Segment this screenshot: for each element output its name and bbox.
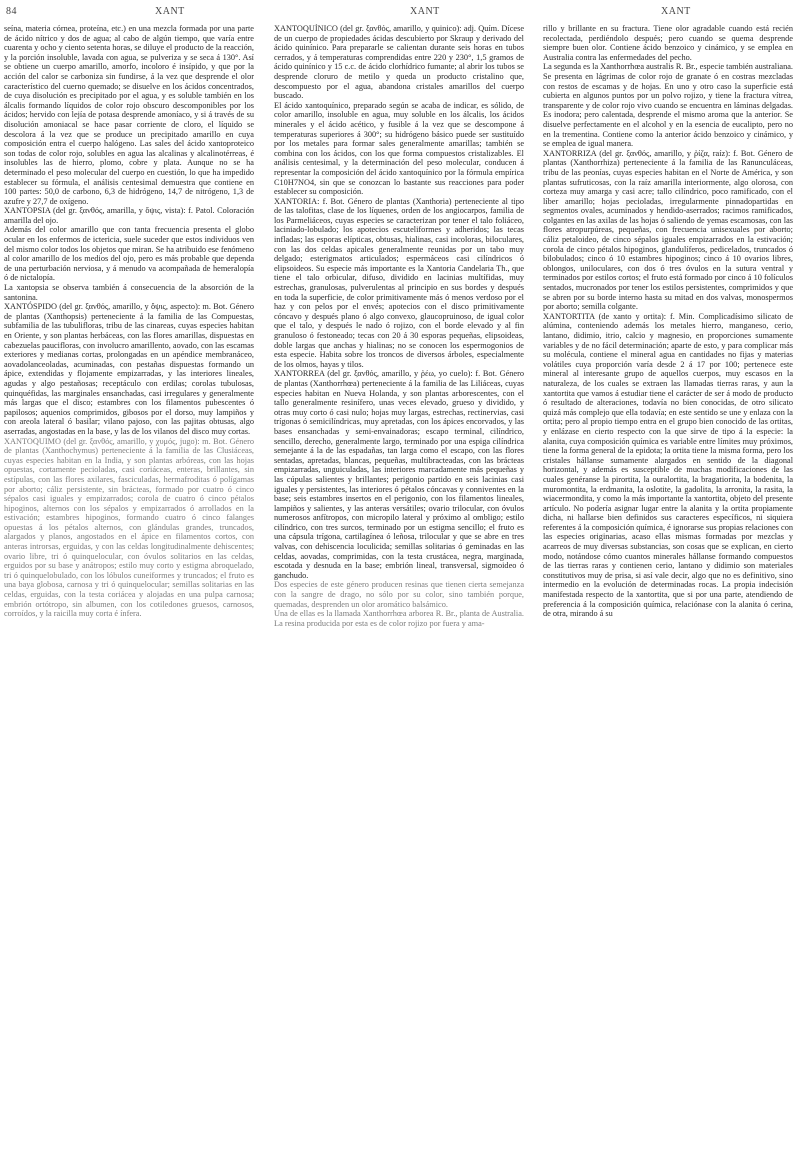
- paragraph: La segunda es la Xanthorrhœa australis R. Br., especie también australiana. Se presenta en lágrimas de color rojo de granate ó en costras mezcladas con restos de escamas y de hojas. En uno y otro caso la superficie está cubierta en algunos puntos por un polvo rojizo, y tiene la fractura vítrea, transparente y de color rojo vivo cuando se encuentra en láminas delgadas. Es inodora; pero calentada, desprende el mismo aroma que la anterior. Se disuelve perfectamente en el alcohol y en la esencia de eucalipto, pero no en la trementina. Contiene como la anterior ácido benzoico y cinámico, y se emplea de igual manera.: [543, 62, 793, 149]
- guide-word-right: XANT: [661, 6, 691, 17]
- text-column-center: [274, 24, 524, 1166]
- paragraph: El ácido xantoquínico, preparado según se acaba de indicar, es sólido, de color amarillo, insoluble en agua, muy soluble en los álcalis, los ácidos minerales y el ácido acético, y fusible á la vez que se descompone á temperaturas superiores á 300°; su hidrógeno básico puede ser sustituído por los metales para formar sales generalmente amarillas; también se combina con los ácidos, con los que forma compuestos cristalizables. El análisis centesimal, y la determinación del peso molecular, conducen á representar la composición del ácido xantoquínico por la fórmula empírica C10H7NO4, sin que se conozcan lo bastante sus reacciones para poder establecer su composición.: [274, 100, 524, 197]
- paragraph: Una de ellas es la llamada Xanthorrhœa arborea R. Br., planta de Australia. La resina producida por esta es de color rojizo por fuera y ama-: [274, 609, 524, 628]
- page-header: [0, 6, 801, 20]
- page-number: 84: [6, 6, 17, 17]
- paragraph: La xantopsia se observa también á consecuencia de la absorción de la santonina.: [4, 283, 254, 302]
- guide-word-center: XANT: [410, 6, 440, 17]
- paragraph: rillo y brillante en su fractura. Tiene olor agradable cuando está recién recolectada, perdiéndolo después; pero cuando se quema desprende siempre buen olor. Contiene ácido benzoico y cinámico, y se emplea en Australia contra las enfermedades del pecho.: [543, 24, 793, 62]
- entry-xantopsia: XANTOPSIA (del gr. ξανθός, amarilla, y ὄψις, vista): f. Patol. Coloración amarilla del ojo.: [4, 206, 254, 225]
- text-column-left: [4, 24, 254, 1166]
- entry-xantospido: XANTÓSPIDO (del gr. ξανθός, amarillo, y ὄψις, aspecto): m. Bot. Género de plantas (Xanthopsis) perteneciente á la familia de las Compuestas, subfamilia de las tubulifloras, tribu de las cinareas, cuyas especies habitan en Oriente, y son plantas herbáceas, con las flores amarillas, dispuestas en cabezuelas paucifloras, con involucro amarillento, aovado, con las escamas exteriores y medianas cortas, prolongadas en un apéndice membranáceo, aovadolanceoladas, acuminadas, con pestañas dispuestas formando un ápice, extendidas y flojamente empizarradas, y las interiores lineales, agudas y algo pestañosas; receptáculo con erdilas; corolas tubulosas, quinquéfidas, las marginales ensanchadas, casi irregulares y generalmente más largas que el disco; estambres con los filamentos pubescentes ó papilosos; aquenios comprimidos, gibosos por el dorso, muy lampiños y con areola lateral ó basilar; vilano pajoso, con las pajitas obtusas, algo aserradas, angostadas en la base, y las de los vilanos del disco muy cortas.: [4, 302, 254, 436]
- entry-xantortita: XANTORTITA (de xanto y ortita): f. Min. Complicadísimo silicato de alúmina, conteniendo además los metales hierro, manganeso, cerio, lantano, didimio, itrio, calcio y magnesio, en proporciones sumamente variables y de no fácil determinación; aparte de esto, y para complicar más su molécula, contiene el mineral agua en cantidades no fijas y materias volátiles cuya proporción varía desde 2 á 17 por 100; pertenece este mineral al interesante grupo de aquellos cuerpos, muy escasos en la naturaleza, de los cuales se extraen las llamadas tierras raras, y aun la xantortita que vamos á estudiar tiene el carácter de ser á modo de producto ó resultado de alteraciones, todavía no bien conocidas, de otro silicato quizá más complejo que ella todavía; en este sentido se une y enlaza con la ortita; pero al propio tiempo entra en el grupo bien conocido de las ortitas, y enlázase en cierto respecto con la que sirve de tipo á la especie: la alanita, cuya composición química es variable entre límites muy próximos, tiene la forma general de la epidota; la ortita tiene la misma forma, pero los cristales hállanse sumamente alargados en sentido de la diagonal horizontal, y además es susceptible de muchas modificaciones de las cuales genéranse la pirortita, la ouralortita, la bragatiorita, la bodenita, la muromontita, la erdmanita, la oslotite, la gadolita, la arronita, la rasita, la wiacermondita, y como la más importante la xantortita, objeto del presente artículo. No podería asignar lugar entre la alanita y la ortita propiamente dicha, ni hallarse bien definidos sus caracteres específicos, ni siquiera referentes á la composición química, é ignorarse sus propias relaciones con las especies originarias, acaso ellas mismas formadas por mezclas y acarreos de muy diversas substancias, son cosas que se explican, en cierto modo, notándose cómo cuantos minerales hállanse formando compuestos de las tierras raras y contienen cerio, lantano y didimio son materiales constitutivos muy de prisa, si así vale decir, algo que no es definitivo, sino intermedio en la evolución de determinadas rocas. La propia indecisión manifestada respecto de la xantortita, que si por una parte, atendiendo de preferencia á la composición química, relaciónase con la alanita ó cerina, de otra, mirando á su: [543, 311, 793, 619]
- entry-xantoquimo: XANTOQUIMO (del gr. ξανθός, amarillo, y χυμός, jugo): m. Bot. Género de plantas (Xanthochymus) perteneciente á la familia de las Clusiáceas, cuyas especies habitan en la India, y son plantas arbóreas, con las hojas opuestas, cortamente pecioladas, casi coriáceas, enteras, brillantes, sin estípulas, con las flores axilares, fasciculadas, hermafroditas ó polígamas por aborto; cáliz persistente, sin brácteas, formado por cuatro ó cinco sépalos casi iguales y empizarrados; corola de cuatro ó cinco pétalos hipoginos, alternos con los sépalos y empizarrados ó arrollados en la estivación; estambres hipoginos, formando cuatro ó cinco falanges opuestas á los pétalos alternos, con glándulas grandes, truncados, alargados y planos, angostados en el ápice en filamentos cortos, con anteras introrsas, erguidas, y con las celdas longitudinalmente dehiscentes; ovario libre, tri ó quinquelocular, con óvulos solitarios en las celdas, erguidos por su base y anátropos; estilo muy corto y estigma abroquelado, tri ó quinquelobulado, con los lóbulos cuneiformes y truncados; el fruto es una baya globosa, carnosa y tri ó quinquelocular; semillas solitarias en las celdas, erguidas, con la testa coriácea y alojadas en una pulpa carnosa; embrión ortótropo, sin albumen, con los cotiledones gruesos, carnosos, corroídos, y la raicilla muy corta é ínfera.: [4, 436, 254, 619]
- entry-xantorrea: XANTORREA (del gr. ξανθός, amarillo, y ῥέω, yo cuelo): f. Bot. Género de plantas (Xanthorrhœa) perteneciente á la familia de las Liliáceas, cuyas especies habitan en Nueva Holanda, y son plantas arborescentes, con el tallo generalmente resinífero, unas veces elevado, grueso y dividido, y otras muy corto ó casi nulo; hojas muy largas, estrechas, rectinervias, casi trígonas ó semicilíndricas, muy apretadas, con los ápices encorvados, y las bases ensanchadas y semi-envainadoras; escapo terminal, cilíndrico, sencillo, derecho, generalmente largo, terminado por una espiga cilíndrica semejante á la de las espadañas, tan larga como el escapo, con las flores sentadas, apretadas, blancas, pequeñas, multibracteadas, con las brácteas empizarradas, unguiculadas, las interiores marcadamente más pequeñas y las cúpulas salientes y brillantes; perigonio partido en seis lacinias casi iguales y persistentes, las interiores ó pétalos cóncavas y conniventes en la base; seis estambres insertos en el perigonio, con los filamentos lineales, lampiños y salientes, y las anteras versátiles; ovario trilocular, con óvulos numerosos anfítropos, con micropilo lateral y próximo al ombligo; estilo cilíndrico, con tres surcos, terminado por un estigma sencillo; el fruto es una cápsula trígona, cartilagínea ó leñosa, trilocular y que se abre en tres valvas, con dehiscencia loculicida; semillas solitarias ó geminadas en las celdas, aovadas, comprimidas, con la testa crustácea, negra, marginada, escotada y desnuda en la base; embrión lineal, transversal, sigmoideo ó ganchudo.: [274, 369, 524, 580]
- entry-xantoria: XANTORIA: f. Bot. Género de plantas (Xanthoria) perteneciente al tipo de las talofitas, clase de los líquenes, orden de los angiocarpos, familia de los Parmeliáceos, cuyas especies se caracterizan por tener el talo foliáceo, laciniado-lobulado; los apotecios escuteliformes y adheridos; las tecas infladas; las esporas elípticas, obtusas, hialinas, casi incoloras, biloculares, con las dos celdas apicales generalmente reunidas por un tabo muy delgado; esterigmatos articulados; espermáceos casi cilíndricos ó elipsoideos. Su especie más importante es la Xantoria Candelaria Th., que tiene el talo orbicular, difuso, dividido en lacinias multífidas, muy estrechas, granulosas, pulverulentas al principio en sus bordes y después en toda la superficie, de color primitivamente más ó menos verdoso por el haz y con pelos por el envés; apotecios con el disco primitivamente cóncavo y después plano ó algo convexo, glaucopruinoso, de igual color que el talo, y después le nado ó rojizo, con el borde elevado y al fin granuloso ó festoneado; tecas con 20 á 30 esporas pequeñas, elipsoideas, doble largas que anchas y hialinas; no se conocen los espermogonios de esta especie. Habita sobre los troncos de diversos árboles, especialmente de los olmos, hayas y tilos.: [274, 196, 524, 369]
- entry-xantoquinico: XANTOQUÍNICO (del gr. ξανθός, amarillo, y quinico): adj. Quím. Dícese de un cuerpo de propiedades ácidas descubierto por Skraup y derivado del ácido quinínico. Para prepararle se calientan durante seis horas en tubos cerrados, y á temperaturas comprendidas entre 220 y 230°, 1,5 gramos de ácido quinínico y 15 c.c. de ácido clorhídrico fumante; al abrir los tubos se desprende cloruro de metilo y queda un producto cristalino que, descompuesto por el agua, abandona cristales amarillos del cuerpo buscado.: [274, 24, 524, 101]
- paragraph: seína, materia córnea, proteína, etc.) en una mezcla formada por una parte de ácido nítrico y dos de agua; al cabo de algún tiempo, que varía entre cuarenta y ocho y ciento setenta horas, se diluye el producto de la reacción, y la porción insoluble, lavada con agua, se pulveriza y se seca á 130°. Así se obtiene un cuerpo amarillo, amorfo, incoloro é insípido, y que por la acción del calor se carboniza sin fundirse, á la vez que desprende el olor característico del cuerno quemado; se disuelve en los ácidos concentrados, de cuya disolución es precipitado por el agua, y es soluble también en los álcalis formando líquidos de color rojo obscuro descomponibles por los ácidos; hervido con lejía de potasa desprende amoníaco, y si á través de su disolución amoniacal se hace pasar corriente de cloro, el líquido se descolora á la vez que se produce un precipitado amarillo en cuya composición entra el cuerpo halógeno. Las sales del ácido xantoproteico son todas de color rojo, solubles en agua las alcalinas y alcalinotérreas, é insolubles las de hierro, plomo, cobre y plata. Aunque no se ha determinado el peso molecular del cuerpo en cuestión, lo que ha impedido establecer su fórmula, el análisis centesimal demuestra que contiene en 100 partes: 50,0 de carbono, 6,3 de hidrógeno, 14,7 de nitrógeno, 1,3 de azufre y 27,7 de oxígeno.: [4, 24, 254, 206]
- entry-xantorriza: XANTORRIZA (del gr. ξανθός, amarillo, y ῥίζα, raíz): f. Bot. Género de plantas (Xanthorrhiza) perteneciente á la familia de las Ranunculáceas, tribu de las peonías, cuyas especies habitan en el Norte de América, y son plantas sufruticosas, con la raíz amarilla interiormente, algo olorosa, con corteza muy amarga y casi acre; tallo cilíndrico, poco ramificado, con el líber amarillo; hojas pecioladas, irregularmente pinnadopartidas en segmentos ovales, acuminados y hendido-aserrados; racimos ramificados, colgantes en las axilas de las hojas ó saliendo de yemas escamosas, con las flores atropurpúreas, pequeñas, con frecuencia unisexuales por aborto; cáliz petaloideo, de cinco sépalos iguales empizarrados en la estivación; corola de cinco pétalos hipoginos, glandulíferos, pedicelados, truncados ó bilobulados; cinco ó 10 estambres hipoginos; cinco á 10 ovarios libres, oblongos, uniloculares, con dos ó tres óvulos en la sutura ventral y terminados por estilos cortos; el fruto está formado por cinco á 10 folículos sentados, mucronados por tener los estilos persistentes, comprimidos y que se abren por su borde interno hasta su mitad en dos valvas, monospermos por aborto; semilla colgante.: [543, 148, 793, 312]
- paragraph: Dos especies de este género producen resinas que tienen cierta semejanza con la sangre de drago, no sólo por su color, sino también porque, quemadas, desprenden un olor aromático balsámico.: [274, 580, 524, 609]
- guide-word-left: XANT: [155, 6, 185, 17]
- text-column-right: [543, 24, 793, 1166]
- paragraph: Además del color amarillo que con tanta frecuencia presenta el globo ocular en los enfermos de ictericia, suele suceder que estos individuos ven del mismo color todos los objetos que miran. Se ha atribuido ese fenómeno al color amarillo de los medios del ojo, pero es más probable que dependa de una perturbación nerviosa, y á menudo va acompañada de hemeralopía ó de nictalopía.: [4, 225, 254, 283]
